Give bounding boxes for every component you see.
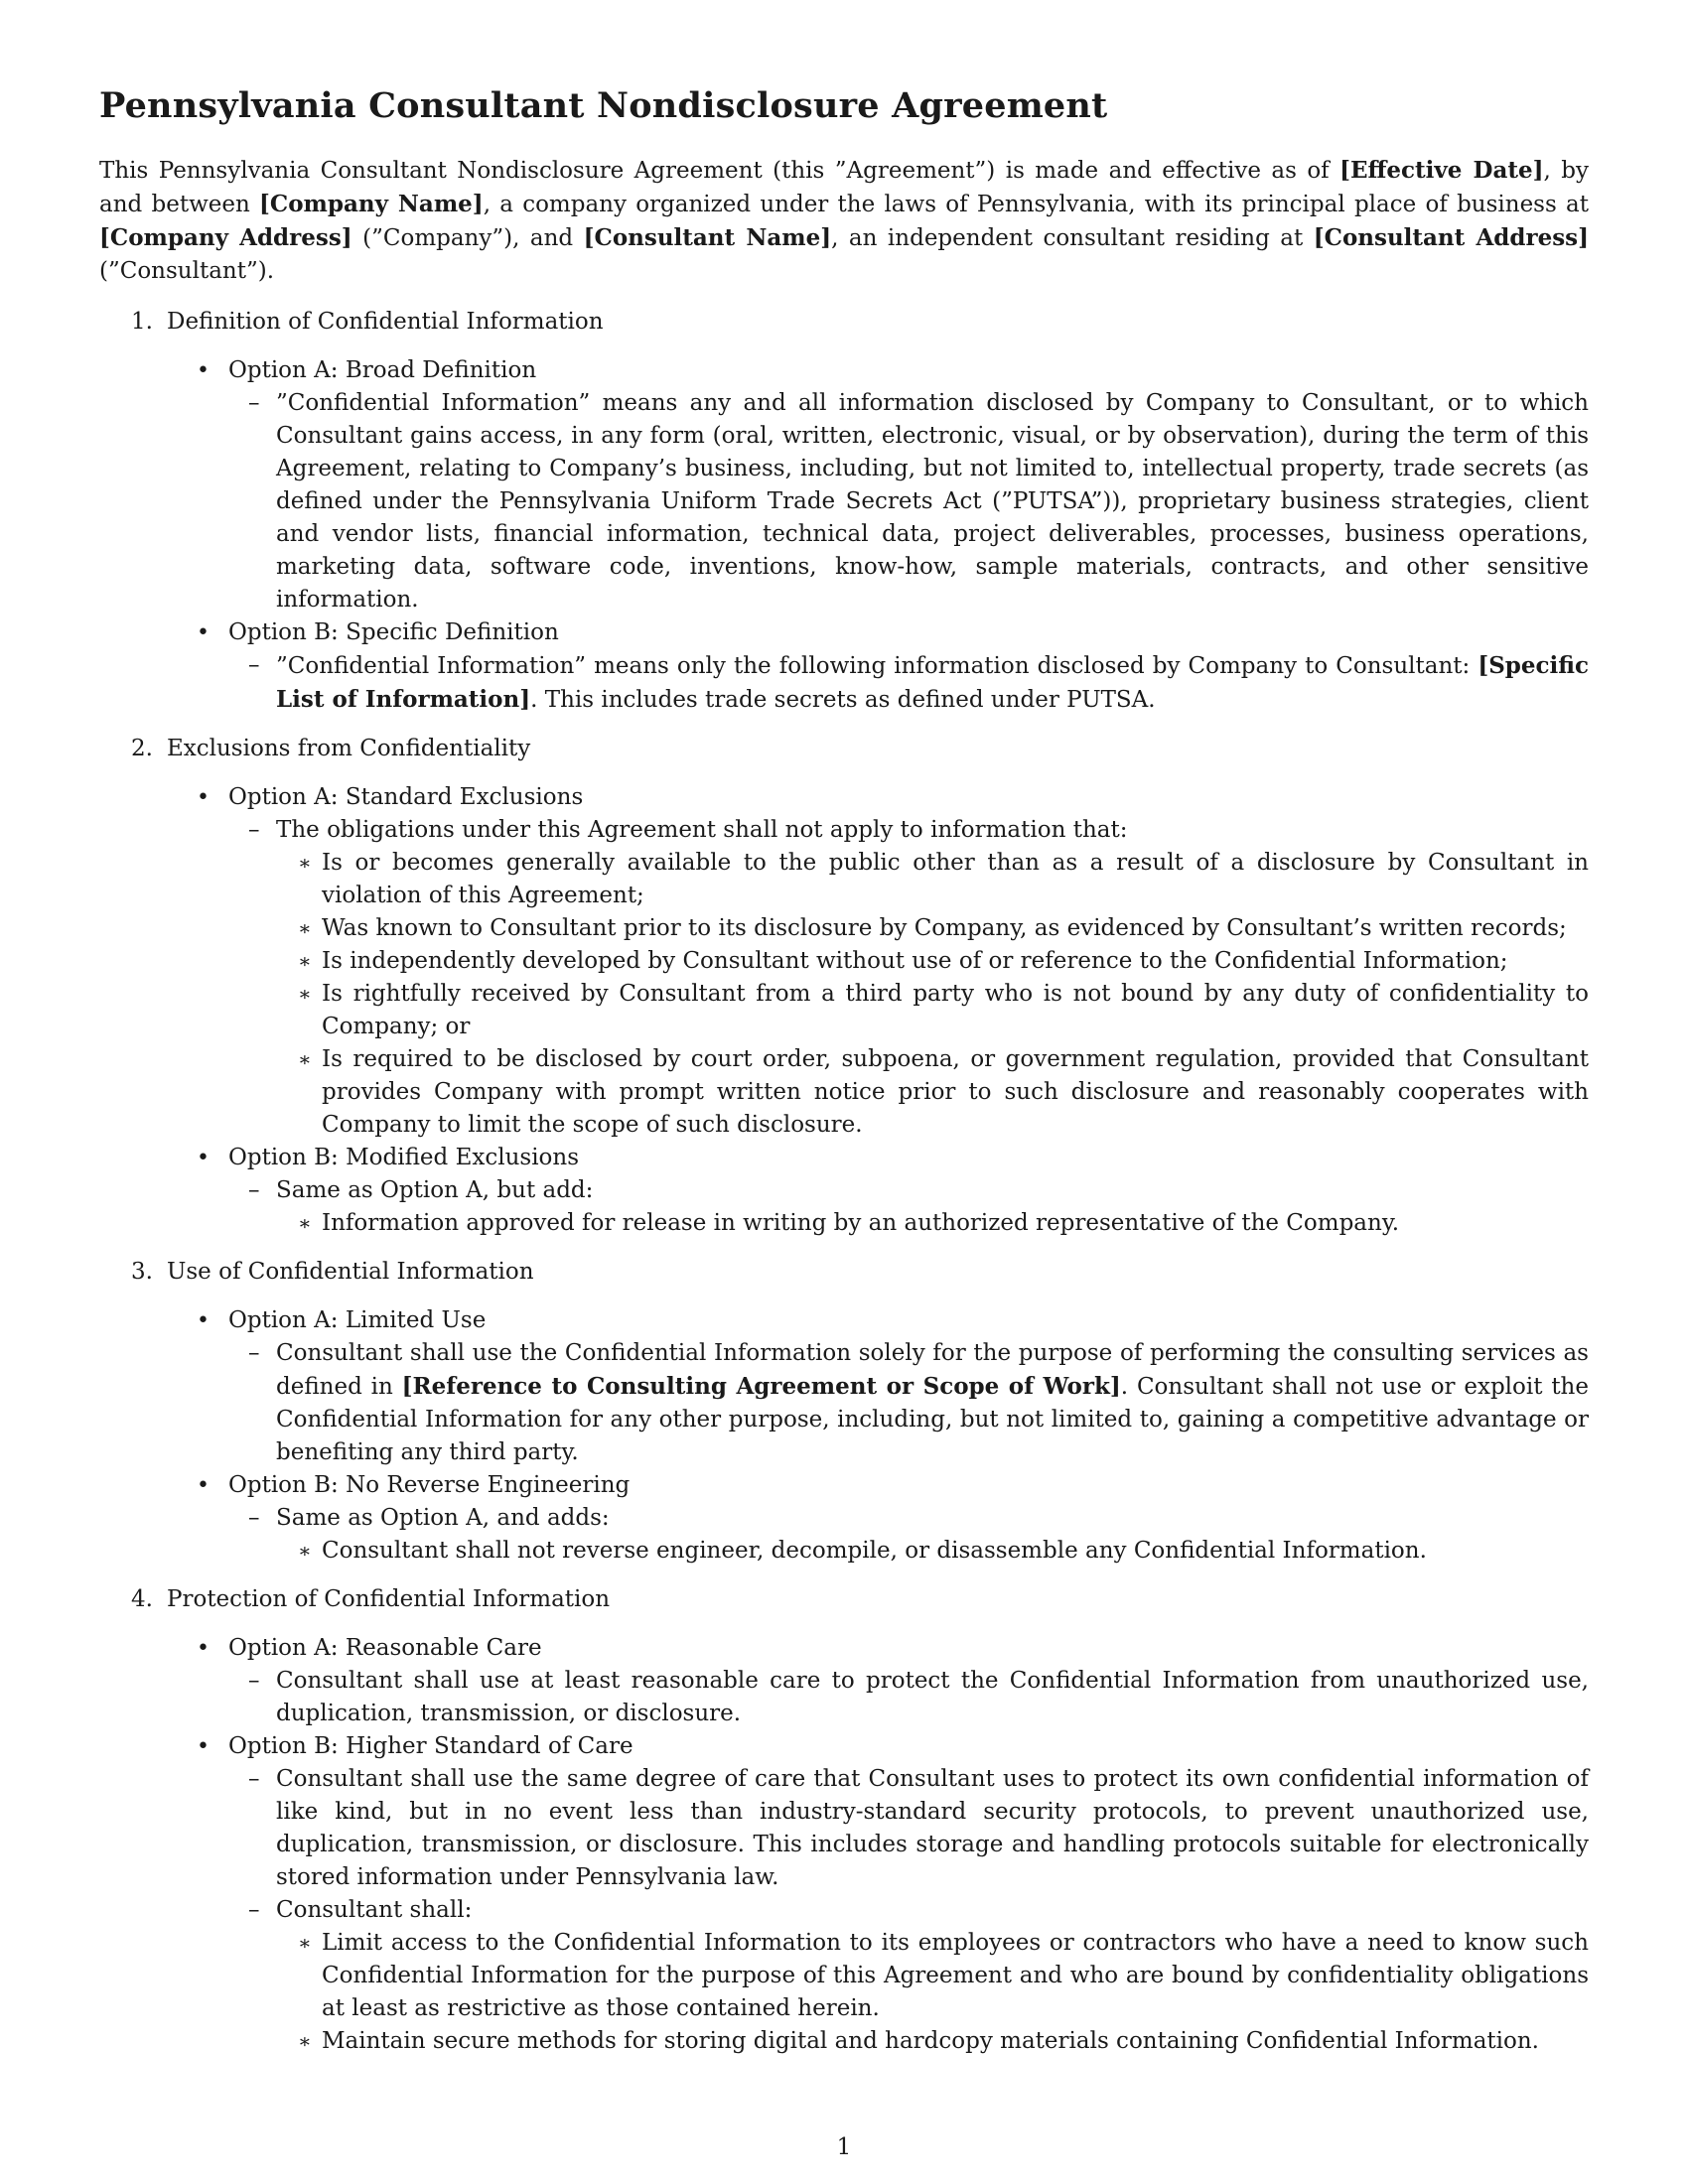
list-item: ∗ Information approved for release in writing by an authorized representative of the Company.	[276, 1207, 1589, 1240]
option-text: – Consultant shall use the Confidential Information solely for the purpose of performing the consulting services as defined in [Reference to Consulting Agreement or Scope of Work]. Consultant shall not use or exploit the Confidential Information for any other purpose, including, but not limited to, gaining a competitive advantage or benefiting any third party.	[228, 1337, 1589, 1469]
bullet-icon: •	[197, 1473, 210, 1498]
page-number: 1	[836, 2134, 852, 2160]
asterisk-icon: ∗	[298, 1047, 312, 1071]
document-page	[99, 85, 1589, 2074]
scope-reference-placeholder: [Reference to Consulting Agreement or Scope of Work]	[401, 1373, 1121, 1400]
list-item: ∗ Was known to Consultant prior to its disclosure by Company, as evidenced by Consultant’s written records;	[276, 912, 1589, 945]
asterisk-icon: ∗	[298, 1211, 312, 1235]
list-item: ∗ Maintain secure methods for storing digital and hardcopy materials containing Confidential Information.	[276, 2025, 1589, 2058]
option-text: – Same as Option A, and adds: ∗ Consultant shall not reverse engineer, decompile, or disassemble any Confidential Information.	[228, 1502, 1589, 1568]
option-item: • Option A: Standard Exclusions – The obligations under this Agreement shall not apply to information that: ∗ Is or becomes generally available to the public other than as a result of a disclosure by Consultant in violation of this Agreement; ∗ Was known to Consultant prior to its disclosure by Company, as evidenced by Consultant’s written records; ∗ Is independently developed by Consultant without use of or reference to the Confidential Information; ∗ Is rightfully received by Consultant from a third party who is not bound by any duty of confidentiality to Company; or ∗ Is required to be disclosed by court order, subpoena, or government regulation, provided that Consultant provides Company with prompt written notice prior to such disclosure and reasonably cooperates with Company to limit the scope of such disclosure.	[99, 781, 1589, 1142]
option-text: – Same as Option A, but add: ∗ Information approved for release in writing by an authorized representative of the Company.	[228, 1174, 1589, 1240]
asterisk-icon: ∗	[298, 1539, 312, 1563]
bullet-icon: •	[197, 1734, 210, 1759]
section-1	[99, 306, 1589, 717]
bullet-icon: •	[197, 358, 210, 383]
intro-paragraph: This Pennsylvania Consultant Nondisclosure Agreement (this ”Agreement”) is made and effective as of [Effective Date], by and between [Company Name], a company organized under the laws of Pennsylvania, with its principal place of business at [Company Address] (”Company”), and [Consultant Name], an independent consultant residing at [Consultant Address] (”Consultant”).	[99, 157, 1589, 284]
list-item: ∗ Is required to be disclosed by court order, subpoena, or government regulation, provided that Consultant provides Company with prompt written notice prior to such disclosure and reasonably cooperates with Company to limit the scope of such disclosure.	[276, 1043, 1589, 1142]
option-text: – The obligations under this Agreement shall not apply to information that: ∗ Is or becomes generally available to the public other than as a result of a disclosure by Consultant in violation of this Agreement; ∗ Was known to Consultant prior to its disclosure by Company, as evidenced by Consultant’s written records; ∗ Is independently developed by Consultant without use of or reference to the Confidential Information; ∗ Is rightfully received by Consultant from a third party who is not bound by any duty of confidentiality to Company; or ∗ Is required to be disclosed by court order, subpoena, or government regulation, provided that Consultant provides Company with prompt written notice prior to such disclosure and reasonably cooperates with Company to limit the scope of such disclosure.	[228, 814, 1589, 1142]
asterisk-icon: ∗	[298, 982, 312, 1006]
asterisk-icon: ∗	[298, 851, 312, 875]
list-item: ∗ Limit access to the Confidential Information to its employees or contractors who have a need to know such Confidential Information for the purpose of this Agreement and who are bound by confidentiality obligations at least as restrictive as those contained herein.	[276, 1927, 1589, 2025]
section-2	[99, 733, 1589, 1240]
dash-icon: –	[248, 390, 260, 416]
company-address-placeholder: [Company Address]	[99, 224, 352, 251]
dash-icon: –	[248, 1505, 260, 1531]
specific-list-placeholder: [Specific List of Information]	[276, 652, 1589, 713]
bullet-icon: •	[197, 620, 210, 645]
document-title: Pennsylvania Consultant Nondisclosure Agreement	[99, 85, 1108, 126]
dash-icon: –	[248, 1340, 260, 1366]
dash-icon: –	[248, 1668, 260, 1694]
asterisk-icon: ∗	[298, 916, 312, 940]
option-item: • Option A: Broad Definition – ”Confidential Information” means any and all information disclosed by Company to Consultant, or to which Consultant gains access, in any form (oral, written, electronic, visual, or by observation), during the term of this Agreement, relating to Company’s business, including, but not limited to, intellectual property, trade secrets (as defined under the Pennsylvania Uniform Trade Secrets Act (”PUTSA”)), proprietary business strategies, client and vendor lists, financial information, technical data, project deliverables, processes, business operations, marketing data, software code, inventions, know-how, sample materials, contracts, and other sensitive information.	[99, 354, 1589, 616]
option-text: – Consultant shall use at least reasonable care to protect the Confidential Information from unauthorized use, duplication, transmission, or disclosure.	[228, 1665, 1589, 1730]
option-text: – ”Confidential Information” means only the following information disclosed by Company to Consultant: [Specific List of Information]. This includes trade secrets as defined under PUTSA.	[228, 649, 1589, 717]
bullet-icon: •	[197, 785, 210, 810]
dash-icon: –	[248, 1897, 260, 1923]
asterisk-icon: ∗	[298, 1931, 312, 1955]
section-heading: 3. Use of Confidential Information	[131, 1259, 534, 1285]
section-heading: 2. Exclusions from Confidentiality	[131, 736, 531, 761]
effective-date-placeholder: [Effective Date]	[1339, 157, 1544, 184]
section-heading: 4. Protection of Confidential Information	[131, 1586, 611, 1612]
option-item: • Option B: Modified Exclusions – Same as Option A, but add: ∗ Information approved for release in writing by an authorized representative of the Company.	[99, 1142, 1589, 1240]
sections-list	[99, 306, 1589, 2058]
section-3	[99, 1256, 1589, 1568]
bullet-icon: •	[197, 1636, 210, 1661]
list-item: ∗ Is independently developed by Consultant without use of or reference to the Confidential Information;	[276, 945, 1589, 978]
option-text: – Consultant shall use the same degree of care that Consultant uses to protect its own confidential information of like kind, but in no event less than industry-standard security protocols, to prevent unauthorized use, duplication, transmission, or disclosure. This includes storage and handling protocols suitable for electronically stored information under Pennsylvania law.	[228, 1763, 1589, 1894]
bullet-icon: •	[197, 1146, 210, 1170]
dash-icon: –	[248, 1766, 260, 1792]
dash-icon: –	[248, 1177, 260, 1203]
option-item: • Option B: No Reverse Engineering – Same as Option A, and adds: ∗ Consultant shall not reverse engineer, decompile, or disassemble any Confidential Information.	[99, 1469, 1589, 1568]
asterisk-icon: ∗	[298, 949, 312, 973]
option-item: • Option B: Specific Definition – ”Confidential Information” means only the following information disclosed by Company to Consultant: [Specific List of Information]. This includes trade secrets as defined under PUTSA.	[99, 616, 1589, 717]
consultant-name-placeholder: [Consultant Name]	[583, 224, 832, 251]
list-item: ∗ Is or becomes generally available to the public other than as a result of a disclosure by Consultant in violation of this Agreement;	[276, 847, 1589, 912]
list-item: ∗ Is rightfully received by Consultant from a third party who is not bound by any duty of confidentiality to Company; or	[276, 978, 1589, 1043]
option-item: • Option A: Reasonable Care – Consultant shall use at least reasonable care to protect the Confidential Information from unauthorized use, duplication, transmission, or disclosure.	[99, 1632, 1589, 1730]
option-item: • Option B: Higher Standard of Care – Consultant shall use the same degree of care that Consultant uses to protect its own confidential information of like kind, but in no event less than industry-standard security protocols, to prevent unauthorized use, duplication, transmission, or disclosure. This includes storage and handling protocols suitable for electronically stored information under Pennsylvania law. – Consultant shall: ∗ Limit access to the Confidential Information to its employees or contractors who have a need to know such Confidential Information for the purpose of this Agreement and who are bound by confidentiality obligations at least as restrictive as those contained herein. ∗ Maintain secure methods for storing digital and hardcopy materials containing Confidential Information.	[99, 1730, 1589, 2058]
asterisk-icon: ∗	[298, 2029, 312, 2053]
option-text: – ”Confidential Information” means any and all information disclosed by Company to Consultant, or to which Consultant gains access, in any form (oral, written, electronic, visual, or by observation), during the term of this Agreement, relating to Company’s business, including, but not limited to, intellectual property, trade secrets (as defined under the Pennsylvania Uniform Trade Secrets Act (”PUTSA”)), proprietary business strategies, client and vendor lists, financial information, technical data, project deliverables, processes, business operations, marketing data, software code, inventions, know-how, sample materials, contracts, and other sensitive information.	[228, 387, 1589, 616]
dash-icon: –	[248, 652, 260, 678]
section-heading: 1. Definition of Confidential Information	[131, 309, 604, 335]
dash-icon: –	[248, 817, 260, 843]
option-text: – Consultant shall: ∗ Limit access to the Confidential Information to its employees or contractors who have a need to know such Confidential Information for the purpose of this Agreement and who are bound by confidentiality obligations at least as restrictive as those contained herein. ∗ Maintain secure methods for storing digital and hardcopy materials containing Confidential Information.	[228, 1894, 1589, 2058]
company-name-placeholder: [Company Name]	[259, 191, 484, 217]
consultant-address-placeholder: [Consultant Address]	[1313, 224, 1589, 251]
section-4	[99, 1583, 1589, 2058]
bullet-icon: •	[197, 1308, 210, 1333]
list-item: ∗ Consultant shall not reverse engineer, decompile, or disassemble any Confidential Information.	[276, 1535, 1589, 1568]
option-item: • Option A: Limited Use – Consultant shall use the Confidential Information solely for the purpose of performing the consulting services as defined in [Reference to Consulting Agreement or Scope of Work]. Consultant shall not use or exploit the Confidential Information for any other purpose, including, but not limited to, gaining a competitive advantage or benefiting any third party.	[99, 1304, 1589, 1469]
